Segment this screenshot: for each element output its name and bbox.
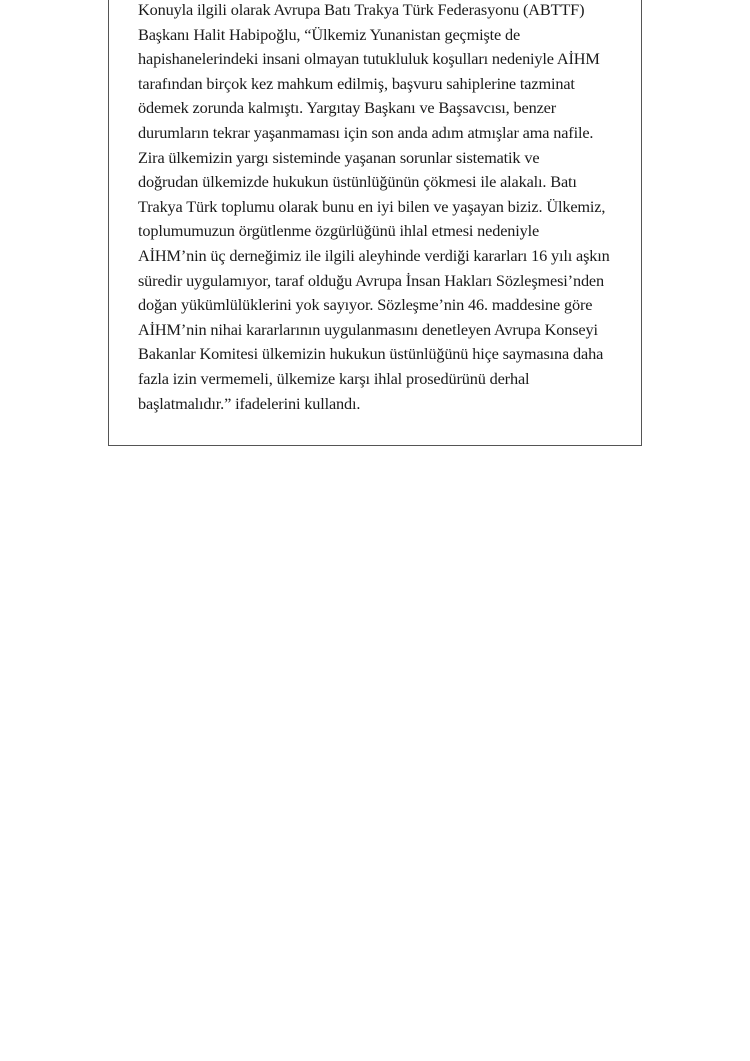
quote-text-box (108, 0, 642, 446)
paragraph-line: Konuyla ilgili olarak Avrupa Batı Trakya Türk Federasyonu (ABTTF) (138, 0, 585, 19)
paragraph-line: toplumumuzun örgütlenme özgürlüğünü ihlal etmesi nedeniyle (138, 221, 540, 241)
paragraph-line: fazla izin vermemeli, ülkemize karşı ihlal prosedürünü derhal (138, 368, 530, 388)
paragraph-line: Zira ülkemizin yargı sisteminde yaşanan sorunlar sistematik ve (138, 147, 540, 167)
paragraph-line: AİHM’nin üç derneğimiz ile ilgili aleyhinde verdiği kararları 16 yılı aşkın (138, 245, 610, 265)
paragraph-line: Bakanlar Komitesi ülkemizin hukukun üstünlüğünü hiçe saymasına daha (138, 344, 604, 364)
paragraph-line: doğrudan ülkemizde hukukun üstünlüğünün çökmesi ile alakalı. Batı (138, 172, 577, 192)
quote-paragraph (138, 0, 628, 416)
paragraph-line: hapishanelerindeki insani olmayan tutukluluk koşulları nedeniyle AİHM (138, 49, 600, 69)
paragraph-line: AİHM’nin nihai kararlarının uygulanmasını denetleyen Avrupa Konseyi (138, 319, 598, 339)
paragraph-line: süredir uygulamıyor, taraf olduğu Avrupa İnsan Hakları Sözleşmesi’nden (138, 270, 605, 290)
paragraph-line: Trakya Türk toplumu olarak bunu en iyi bilen ve yaşayan biziz. Ülkemiz, (138, 196, 606, 216)
paragraph-line: durumların tekrar yaşanmaması için son anda adım atmışlar ama nafile. (138, 122, 594, 142)
paragraph-line: ödemek zorunda kalmıştı. Yargıtay Başkanı ve Başsavcısı, benzer (138, 98, 556, 118)
paragraph-line: doğan yükümlülüklerini yok sayıyor. Sözleşme’nin 46. maddesine göre (138, 295, 593, 315)
paragraph-line: başlatmalıdır.” ifadelerini kullandı. (138, 393, 361, 413)
paragraph-line: Başkanı Halit Habipoğlu, “Ülkemiz Yunanistan geçmişte de (138, 24, 521, 44)
paragraph-line: tarafından birçok kez mahkum edilmiş, başvuru sahiplerine tazminat (138, 73, 575, 93)
